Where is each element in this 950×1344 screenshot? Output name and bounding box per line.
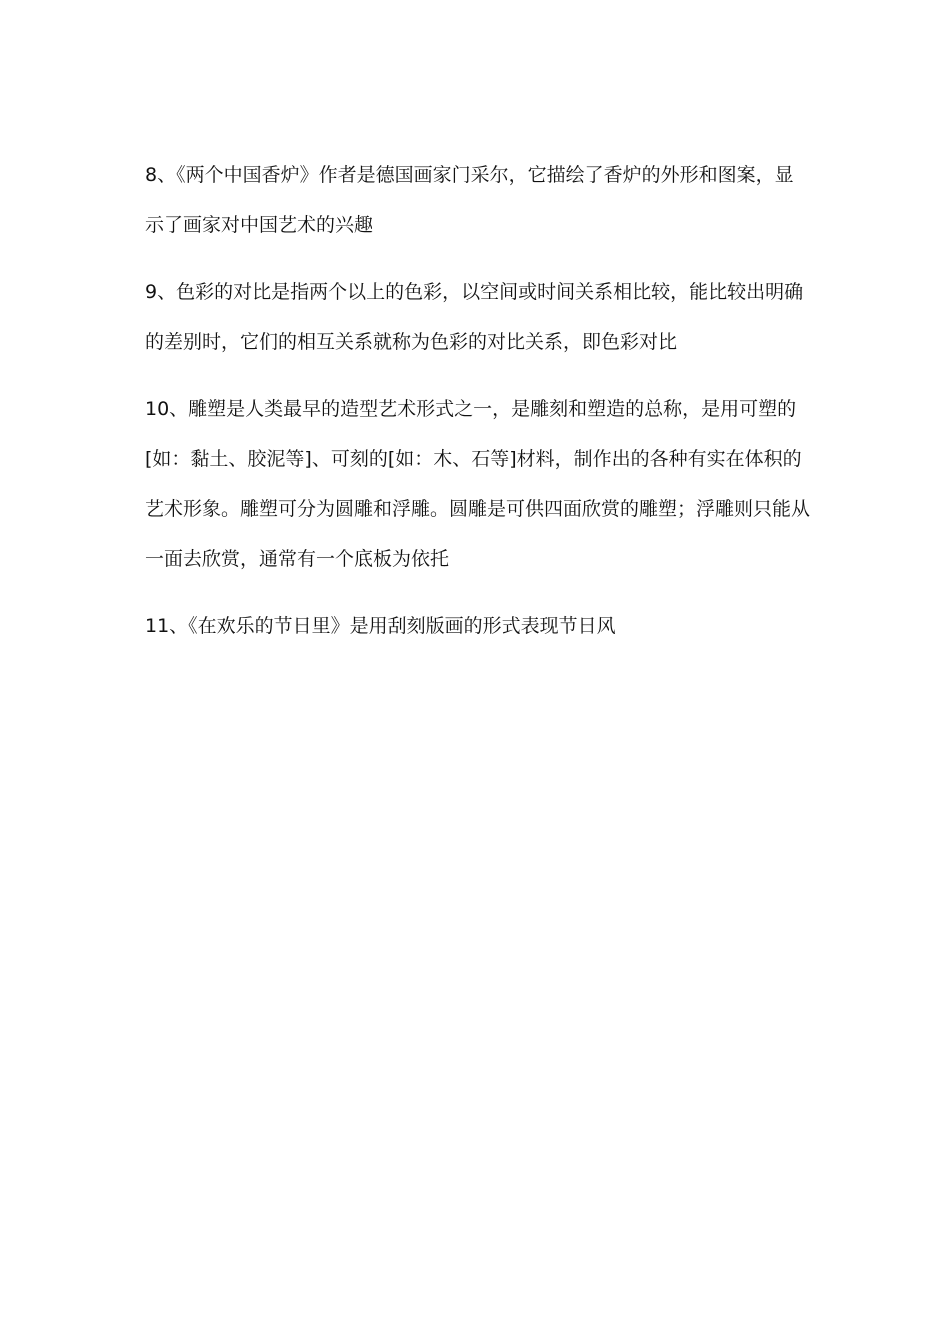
paragraph-8: 8、《两个中国香炉》作者是德国画家门采尔，它描绘了香炉的外形和图案，显示了画家对中国艺术的兴趣 <box>145 164 794 236</box>
paragraph-9: 9、色彩的对比是指两个以上的色彩，以空间或时间关系相比较，能比较出明确的差别时，它们的相互关系就称为色彩的对比关系，即色彩对比 <box>145 281 804 353</box>
paragraph-11: 11、《在欢乐的节日里》是用刮刻版画的形式表现节日风 <box>145 615 616 637</box>
paragraph-10: 10、雕塑是人类最早的造型艺术形式之一，是雕刻和塑造的总称，是用可塑的[如：黏土、胶泥等]、可刻的[如：木、石等]材料，制作出的各种有实在体积的艺术形象。雕塑可分为圆雕和浮雕。圆雕是可供四面欣赏的雕塑；浮雕则只能从一面去欣赏，通常有一个底板为依托 <box>145 398 811 570</box>
document-body <box>145 150 810 673</box>
